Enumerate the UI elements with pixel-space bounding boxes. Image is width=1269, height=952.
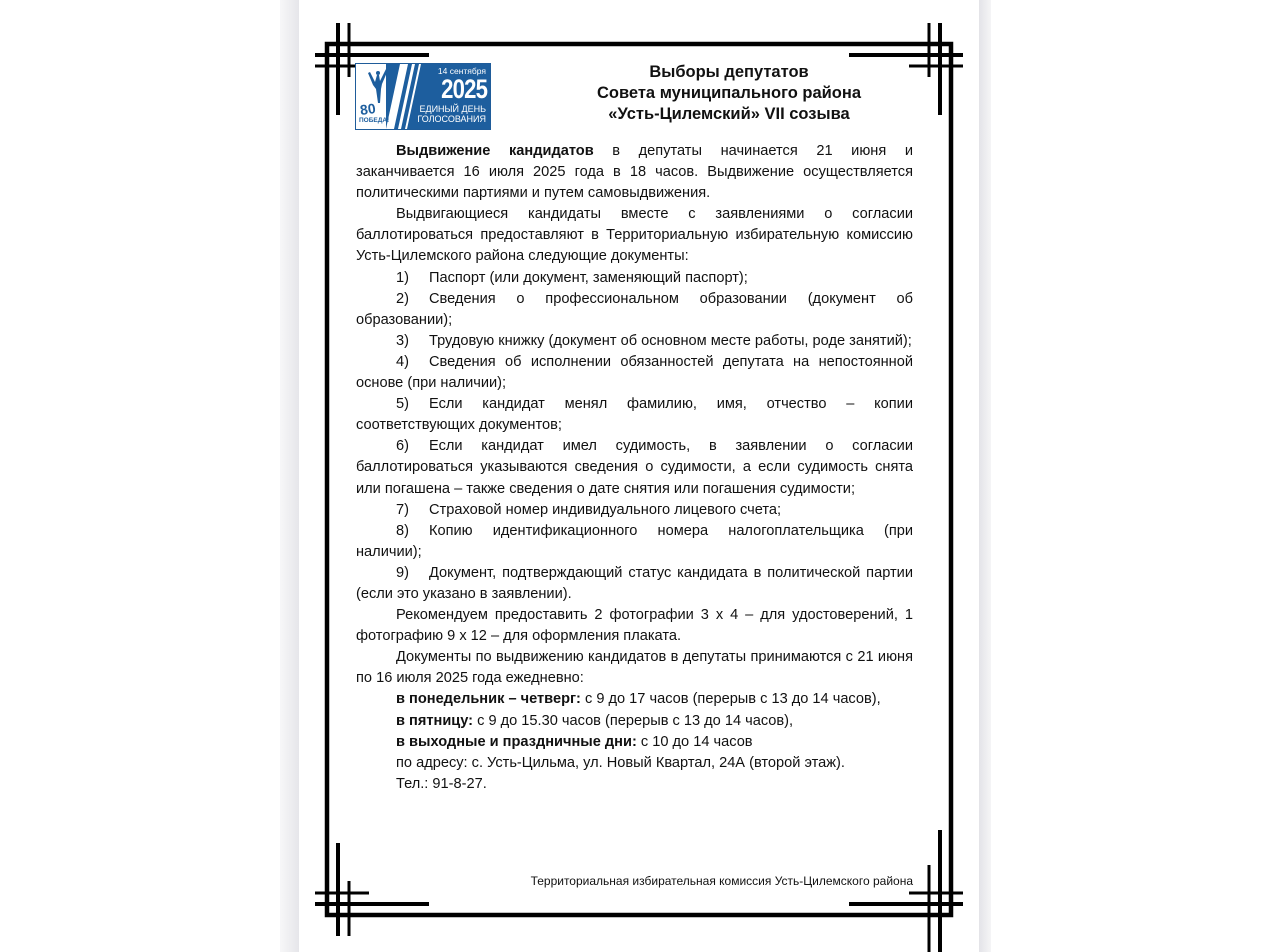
item-number: 4)	[396, 353, 409, 370]
photos-paragraph: Рекомендуем предоставить 2 фотографии 3 х 4 – для удостоверений, 1 фотографию 9 х 12 – для оформления плаката.	[356, 607, 913, 645]
item-text: Сведения о профессиональном образовании (документ об образовании);	[356, 290, 913, 328]
viewer-gutter-left	[280, 0, 299, 952]
commission-signature: Территориальная избирательная комиссия Усть-Цилемского района	[530, 874, 913, 888]
item-text: Копию идентификационного номера налогоплательщика (при наличии);	[356, 522, 913, 560]
heading-line-1: Выборы депутатов	[649, 63, 809, 81]
item-number: 9)	[396, 564, 409, 581]
viewer-gutter-right	[979, 0, 991, 952]
item-number: 3)	[396, 332, 409, 349]
item-text: Если кандидат менял фамилию, имя, отчество – копии соответствующих документов;	[356, 396, 913, 434]
document-page[interactable]	[299, 5, 979, 952]
item-number: 5)	[396, 396, 409, 413]
document-item	[356, 289, 913, 331]
item-text: Страховой номер индивидуального лицевого счета;	[429, 501, 782, 518]
item-number: 7)	[396, 501, 409, 518]
acceptance-paragraph: Документы по выдвижению кандидатов в депутаты принимаются с 21 июня по 16 июля 2025 года ежедневно:	[356, 649, 913, 687]
schedule-label: в понедельник – четверг:	[396, 691, 581, 708]
item-text: Если кандидат имел судимость, в заявлении о согласии баллотироваться указываются сведения о судимости, а если судимость снята или погашена – также сведения о дате снятия или погашения судимости;	[356, 438, 913, 497]
document-item	[356, 500, 913, 521]
logo-day-label: ЕДИНЫЙ ДЕНЬ	[419, 104, 486, 114]
schedule-mon-thu	[356, 689, 913, 710]
schedule-hours: с 9 до 17 часов (перерыв с 13 до 14 часов),	[580, 691, 881, 708]
item-text: Трудовую книжку (документ об основном месте работы, роде занятий);	[429, 332, 912, 349]
document-heading	[529, 62, 929, 125]
document-item	[356, 268, 913, 289]
logo-year: 2025	[441, 74, 487, 104]
item-number: 1)	[396, 269, 409, 286]
schedule-label: в пятницу:	[396, 712, 474, 729]
motherland-statue-icon	[364, 67, 392, 103]
document-item	[356, 394, 913, 436]
schedule-weekend	[356, 732, 913, 753]
intro-text: в депутаты начинается 21 июня и заканчивается 16 июля 2025 года в 18 часов. Выдвижение осуществляется политическими партиями и путем самовыдвижения.	[356, 143, 913, 202]
document-item	[356, 331, 913, 352]
docs-intro-paragraph: Выдвигающиеся кандидаты вместе с заявлениями о согласии баллотироваться предоставляют в Территориальную избирательную комиссию Усть-Цилемского района следующие документы:	[356, 206, 913, 265]
item-text: Документ, подтверждающий статус кандидата в политической партии (если это указано в заявлении).	[356, 564, 913, 602]
schedule-hours: с 9 до 15.30 часов (перерыв с 13 до 14 часов),	[473, 712, 794, 729]
document-item	[356, 352, 913, 394]
phone-line: Тел.: 91-8-27.	[396, 775, 487, 792]
heading-line-3: «Усть-Цилемский» VII созыва	[608, 105, 850, 123]
document-item	[356, 521, 913, 563]
election-day-logo	[355, 63, 491, 130]
logo-date: 14 сентября	[437, 66, 486, 76]
item-number: 6)	[396, 438, 409, 455]
document-item	[356, 436, 913, 499]
item-text: Сведения об исполнении обязанностей депутата на непостоянной основе (при наличии);	[356, 353, 913, 392]
schedule-friday	[356, 711, 913, 732]
item-number: 8)	[396, 522, 409, 539]
heading-line-2: Совета муниципального района	[596, 84, 862, 102]
address-line: по адресу: с. Усть-Цильма, ул. Новый Квартал, 24А (второй этаж).	[396, 754, 845, 771]
logo-vote-label: ГОЛОСОВАНИЯ	[417, 114, 486, 124]
intro-paragraph	[356, 141, 913, 204]
item-number: 2)	[396, 290, 409, 307]
document-body	[356, 141, 913, 795]
schedule-hours: с 10 до 14 часов	[636, 733, 753, 750]
item-text: Паспорт (или документ, заменяющий паспорт);	[429, 269, 748, 286]
logo-pobeda-label: ПОБЕДА!	[359, 117, 390, 124]
logo-80-label: 80	[358, 99, 377, 119]
document-item	[356, 563, 913, 605]
schedule-label: в выходные и праздничные дни:	[396, 733, 637, 750]
intro-bold: Выдвижение кандидатов	[396, 143, 594, 159]
